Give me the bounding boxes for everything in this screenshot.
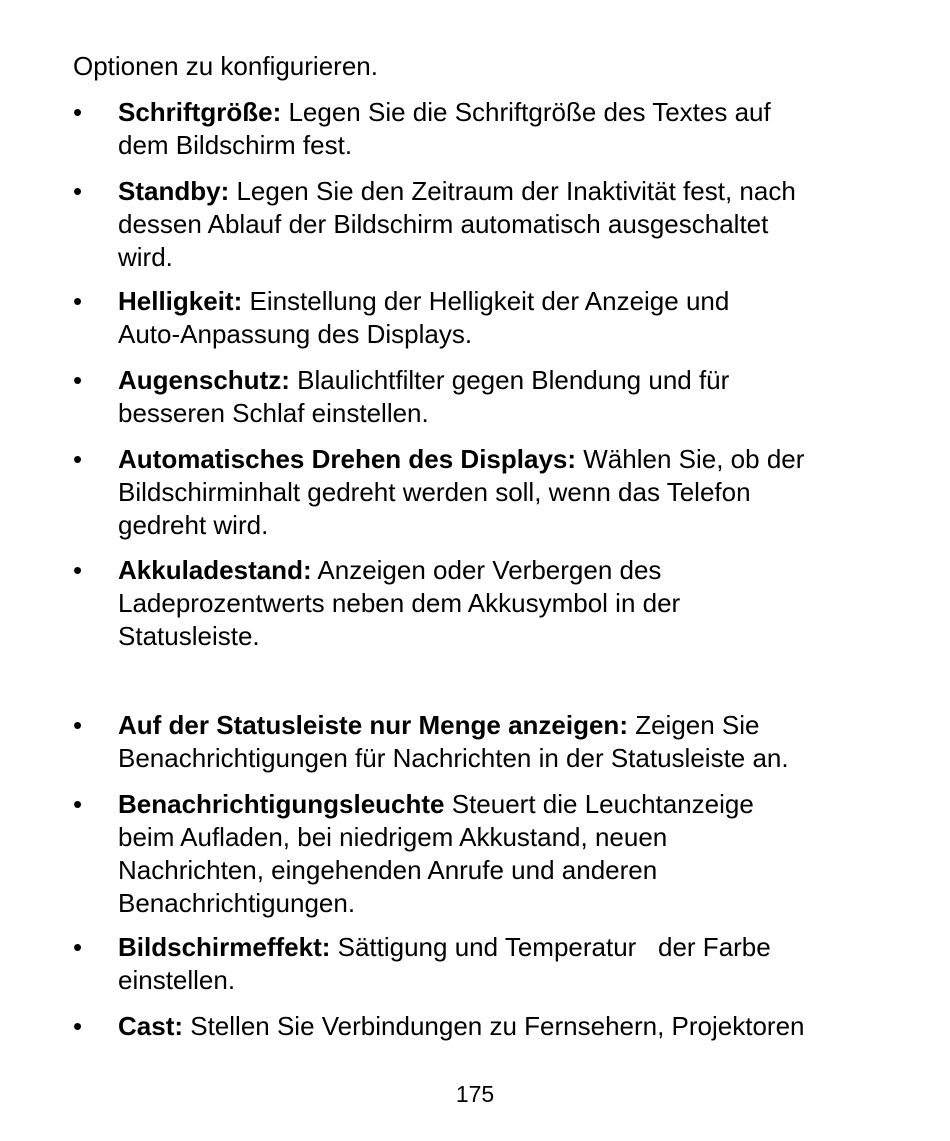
item-term: Bildschirmeffekt: [118,932,331,962]
item-term: Automatisches Drehen des Displays: [118,444,577,474]
bullet-icon: • [73,365,83,395]
list-item [73,443,888,542]
item-text: beim Aufladen, bei niedrigem Akkustand, neuen [118,822,668,852]
item-text: einstellen. [118,965,236,995]
item-term: Auf der Statusleiste nur Menge anzeigen: [118,710,628,740]
item-text: Wählen Sie, ob der [576,444,805,474]
item-term: Benachrichtigungsleuchte [118,789,445,819]
item-text: Legen Sie den Zeitraum der Inaktivität fest, nach [229,176,796,206]
item-term: Standby: [118,176,230,206]
bullet-icon: • [73,1011,83,1041]
item-text: Zeigen Sie [627,710,760,740]
bullet-icon: • [73,444,83,474]
list-item [73,709,888,775]
item-term: Cast: [118,1011,184,1041]
item-text: dessen Ablauf der Bildschirm automatisch ausgeschaltet [118,209,769,239]
bullet-icon: • [73,932,83,962]
item-text: gedreht wird. [118,510,269,540]
item-text: Benachrichtigungen. [118,888,356,918]
list-item [73,364,888,430]
item-text: Steuert die Leuchtanzeige [444,789,754,819]
item-text: Stellen Sie Verbindungen zu Fernsehern, Projektoren [183,1011,805,1041]
item-term: Helligkeit: [118,286,243,316]
bullet-icon: • [73,710,83,740]
bullet-icon: • [73,555,83,585]
item-text: Nachrichten, eingehenden Anrufe und anderen [118,855,658,885]
bullet-icon: • [73,176,83,206]
bullet-icon: • [73,97,83,127]
list-item [73,554,888,653]
item-text: Auto-Anpassung des Displays. [118,319,473,349]
bullet-icon: • [73,789,83,819]
item-text: dem Bildschirm fest. [118,130,353,160]
list-item [73,175,888,274]
item-term: Schriftgröße: [118,97,282,127]
item-term: Akkuladestand: [118,555,312,585]
list-item [73,96,888,162]
item-text: Einstellung der Helligkeit der Anzeige und [242,286,730,316]
item-term: Augenschutz: [118,365,290,395]
item-text: Anzeigen oder Verbergen des [311,555,662,585]
list-item [73,1010,888,1043]
list-item [73,931,888,997]
intro-text: Optionen zu konfigurieren. [73,51,378,81]
item-text: Blaulichtfilter gegen Blendung und für [289,365,730,395]
item-text: besseren Schlaf einstellen. [118,398,429,428]
item-text: Sättigung und Temperatur der Farbe [330,932,771,962]
item-text: Ladeprozentwerts neben dem Akkusymbol in der [118,588,681,618]
item-text: Legen Sie die Schriftgröße des Textes auf [281,97,771,127]
bullet-icon: • [73,286,83,316]
item-text: Benachrichtigungen für Nachrichten in der Statusleiste an. [118,743,789,773]
list-item [73,788,888,920]
list-item [73,285,888,351]
item-text: Statusleiste. [118,621,260,651]
item-text: Bildschirminhalt gedreht werden soll, wenn das Telefon [118,477,751,507]
page-number: 175 [455,1081,495,1107]
item-text: wird. [118,242,173,272]
